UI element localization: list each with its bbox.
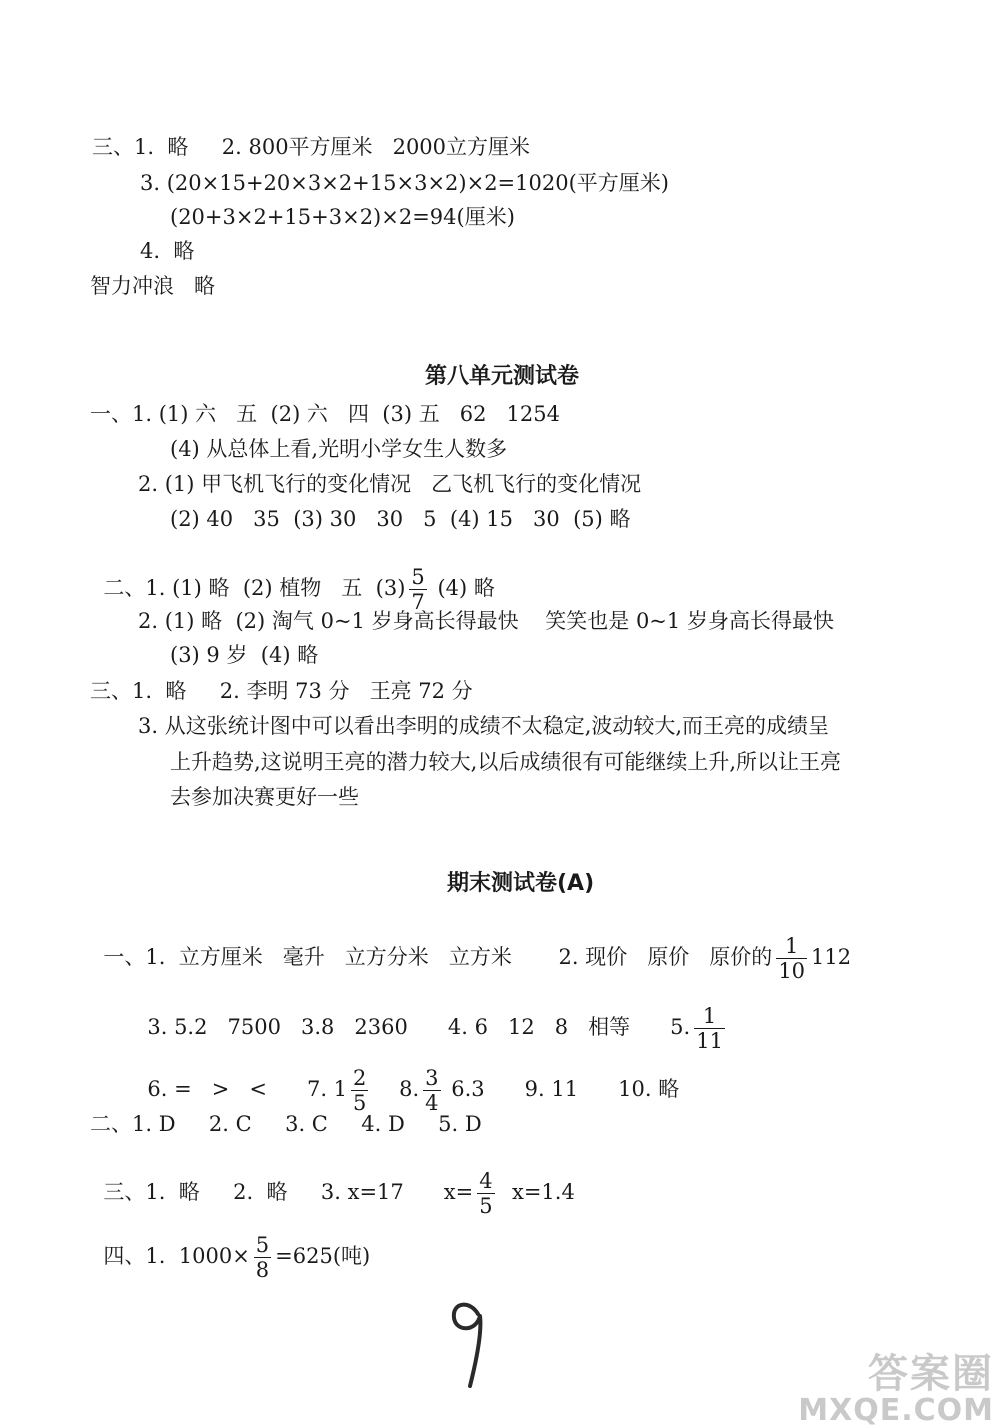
answer-text: 6. = > < 7. 1: [147, 1077, 348, 1102]
answer-line: (3) 9 岁 (4) 略: [170, 643, 319, 667]
answer-text: 三、1. 略 2. 略 3. x=17 x=: [103, 1180, 474, 1205]
fraction: [409, 565, 426, 614]
answer-line: [90, 1212, 370, 1282]
fraction: [351, 1066, 368, 1115]
watermark: [798, 1350, 994, 1428]
answer-text: 一、1. 立方厘米 毫升 立方分米 立方米 2. 现价 原价 原价的: [103, 945, 773, 970]
answer-line: 三、1. 略 2. 800平方厘米 2000立方厘米: [92, 135, 531, 159]
fraction: [776, 934, 807, 983]
answer-line: 4. 略: [140, 239, 195, 263]
fraction-numerator: 5: [255, 1233, 270, 1257]
answer-line: [90, 913, 851, 983]
section-title-final-a: 期末测试卷(A): [447, 871, 595, 896]
fraction: [423, 1066, 440, 1115]
answer-line: (2) 40 35 (3) 30 30 5 (4) 15 30 (5) 略: [170, 507, 631, 531]
fraction-numerator: 1: [776, 934, 807, 959]
fraction-denominator: 5: [353, 1091, 367, 1116]
answer-text: x=1.4: [498, 1180, 575, 1205]
answer-line: 三、1. 略 2. 李明 73 分 王亮 72 分: [90, 679, 473, 703]
fraction-numerator: 3: [425, 1066, 439, 1090]
watermark-top: 答案圈: [868, 1350, 994, 1397]
answer-line: [134, 1045, 679, 1115]
fraction-denominator: 5: [479, 1194, 493, 1219]
answer-text: 6.3 9. 11 10. 略: [444, 1077, 680, 1102]
answer-line: 去参加决赛更好一些: [170, 785, 359, 809]
fraction-denominator: 7: [411, 590, 425, 615]
answer-line: [90, 1148, 575, 1218]
answer-line: 3. (20×15+20×3×2+15×3×2)×2=1020(平方厘米): [140, 171, 669, 195]
fraction-numerator: 2: [353, 1066, 367, 1090]
answer-line: [90, 544, 495, 614]
answer-text: 3. 5.2 7500 3.8 2360 4. 6 12 8 相等 5.: [147, 1015, 691, 1040]
answer-line: 智力冲浪 略: [90, 274, 216, 298]
answer-line: 2. (1) 略 (2) 淘气 0~1 岁身高长得最快 笑笑也是 0~1 岁身高长得最快: [138, 609, 834, 633]
answer-line: (20+3×2+15+3×2)×2=94(厘米): [170, 205, 515, 229]
watermark-bottom: MXQE.COM: [798, 1392, 994, 1428]
answer-text: =625(吨): [275, 1244, 371, 1269]
answer-text: (4) 略: [430, 576, 495, 601]
answer-text: 8.: [372, 1077, 420, 1102]
answer-line: 3. 从这张统计图中可以看出李明的成绩不太稳定,波动较大,而王亮的成绩呈: [138, 714, 830, 738]
answer-line: 二、1. D 2. C 3. C 4. D 5. D: [90, 1112, 482, 1136]
fraction-numerator: 4: [479, 1169, 493, 1193]
answer-line: (4) 从总体上看,光明小学女生人数多: [170, 437, 508, 461]
fraction: [477, 1169, 494, 1218]
fraction-denominator: 10: [778, 959, 806, 984]
fraction-numerator: 5: [411, 565, 425, 589]
handwritten-page-number: [440, 1292, 500, 1392]
answer-line: 一、1. (1) 六 五 (2) 六 四 (3) 五 62 1254: [90, 402, 560, 426]
answer-text: 四、1. 1000×: [103, 1244, 250, 1269]
fraction: [694, 1004, 725, 1053]
answer-line: [134, 983, 729, 1053]
answer-text: 二、1. (1) 略 (2) 植物 五 (3): [103, 576, 406, 601]
fraction-denominator: 4: [425, 1091, 439, 1116]
fraction-denominator: 11: [696, 1029, 723, 1054]
fraction-denominator: 8: [255, 1258, 270, 1283]
answer-text: 112: [811, 945, 852, 970]
fraction-numerator: 1: [694, 1004, 725, 1029]
section-title-unit8: 第八单元测试卷: [425, 364, 580, 389]
answer-line: 2. (1) 甲飞机飞行的变化情况 乙飞机飞行的变化情况: [138, 472, 642, 496]
answer-line: 上升趋势,这说明王亮的潜力较大,以后成绩很有可能继续上升,所以让王亮: [170, 750, 842, 774]
fraction: [254, 1233, 271, 1282]
